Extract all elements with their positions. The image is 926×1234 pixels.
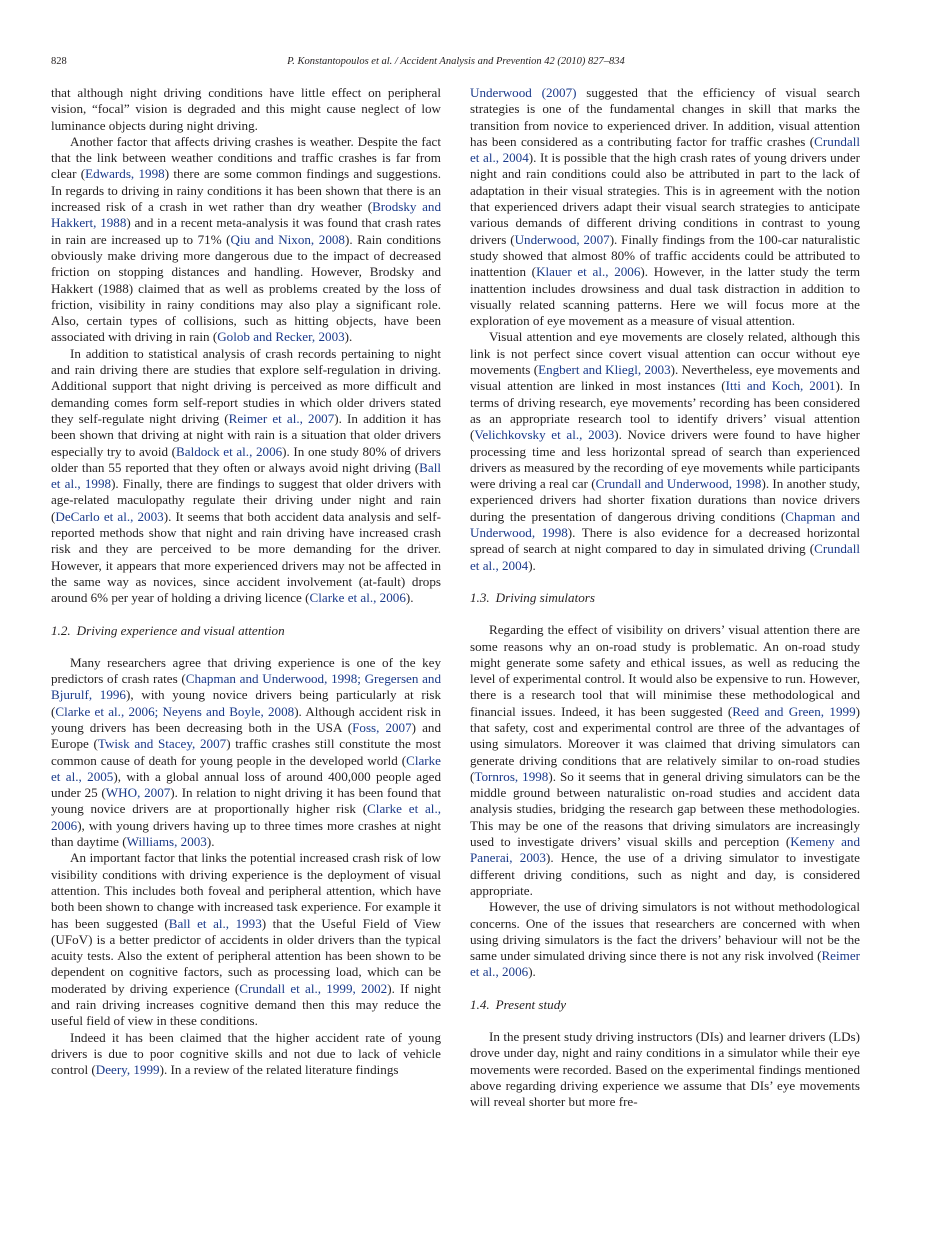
citation-link[interactable]: Ball et al., 1998	[51, 459, 441, 492]
citation-link[interactable]: Ball et al., 1993	[168, 915, 262, 931]
citation-link[interactable]: Clarke et al., 2006	[51, 801, 441, 833]
body-text: ). In a review of the related literature findings	[159, 1062, 399, 1078]
citation-link[interactable]: Chapman and Underwood, 1998	[470, 508, 860, 541]
citation-link[interactable]: Edwards, 1998	[85, 166, 165, 182]
citation-link[interactable]: Klauer et al., 2006	[536, 264, 641, 280]
body-text: Another factor that affects driving crashes is weather. Despite the fact that the link between weather conditions and traffic crashes is far from clear (	[51, 133, 441, 182]
body-text: ). In one study 80% of drivers older than 55 reported that they often or always avoid night driving (	[51, 443, 441, 475]
citation-link[interactable]: Itti and Koch, 2001	[725, 378, 836, 394]
body-text: Many researchers agree that driving experience is one of the key predictors of crash rates (	[51, 654, 441, 687]
section-number: 1.2.	[51, 622, 71, 638]
section-title: Driving simulators	[495, 589, 595, 605]
body-text: ), with a global annual loss of around 400,000 people aged under 25 (	[51, 768, 442, 801]
body-text: ) and in a recent meta-analysis it was found that crash rates in rain are increased up to 71% (	[51, 215, 442, 247]
citation-link[interactable]: Clarke et al., 2006; Neyens and Boyle, 2008	[55, 703, 295, 719]
citation-link[interactable]: Chapman and Underwood, 1998; Gregersen and Bjurulf, 1996	[51, 671, 442, 703]
body-text: Regarding the effect of visibility on drivers’ visual attention there are some reasons why an on-road study is problematic. An on-road study might generate some safety and ethical issues, as well as reducing the level of experimental control. It would also be expensive to run. However, there is a research tool that will minimise these methodological and financial issues. Indeed, it has been suggested (	[470, 622, 860, 719]
section-heading	[470, 997, 860, 1013]
body-text: ) there are some common findings and suggestions. In regards to driving in rainy conditions it has been shown that there is an increased risk of a crash in wet rather than dry weather (	[51, 166, 442, 215]
body-text: ). If night and rain driving increases cognitive demand then this may reduce the useful field of view in these conditions.	[51, 980, 442, 1029]
citation-link[interactable]: Baldock et al., 2006	[176, 443, 283, 459]
body-text: ). In addition it has been shown that driving at night with rain is a situation that older drivers especially try to avoid (	[51, 410, 441, 459]
citation-link[interactable]: Kemeny and Panerai, 2003	[470, 834, 860, 866]
body-text: ).	[405, 590, 414, 606]
body-text: ). However, in the latter study the term inattention includes drowsiness and dual task distraction in addition to visually related scanning patterns. Here we will focus more at the exploration of eye movement as a measure of visual attention.	[470, 264, 861, 329]
section-heading	[470, 590, 860, 606]
paragraph	[51, 850, 441, 1029]
body-text: An important factor that links the potential increased crash risk of low visibility conditions with driving experience is the deployment of visual attention. This includes both foveal and peripheral attention, which have both been shown to change with increased task experience. For example it has been suggested (	[51, 850, 441, 931]
body-text: Indeed it has been claimed that the higher accident rate of young drivers is due to poor cognitive skills and not due to lack of vehicle control (	[51, 1029, 441, 1078]
body-text: ) traffic crashes still constitute the most common cause of death for young people in the developed world (	[51, 736, 442, 768]
citation-link[interactable]: Crundall et al., 2004	[470, 133, 860, 166]
citation-link[interactable]: Twisk and Stacey, 2007	[97, 736, 227, 752]
left-column	[51, 85, 441, 1079]
body-text: In the present study driving instructors (DIs) and learner drivers (LDs) drove under day, night and rainy conditions in a simulator while their eye movements were recorded. Based on the experimental findings mentioned above regarding driving experience we assume that DIs’ eye movements will reveal shorter but more fre-	[470, 1029, 860, 1110]
paragraph	[470, 329, 860, 573]
body-text: ). It seems that both accident data analysis and self-reported methods show that night and rain driving have increased crash risk and they are perceived to be more demanding for the driver. However, it appears that more experienced drivers may not be affected in the same way as novices, since accident involvement (at-fault) drops around 6% per year of holding a driving licence (	[51, 508, 441, 606]
citation-link[interactable]: Crundall and Underwood, 1998	[595, 476, 762, 492]
citation-link[interactable]: Clarke et al., 2006	[309, 590, 406, 606]
body-text: ).	[528, 557, 536, 573]
citation-link[interactable]: Velichkovsky et al., 2003	[474, 427, 615, 443]
paragraph	[51, 346, 441, 607]
citation-link[interactable]: Williams, 2003	[126, 834, 207, 850]
citation-link[interactable]: Golob and Recker, 2003	[217, 329, 345, 345]
body-text: ). Rain conditions obviously make driving more dangerous due to the impact of decreased friction on stopping distances and handling. However, Brodsky and Hakkert (1988) claimed that as well as problems created by the loss of friction, visibility in rainy conditions may also play a significant role. Also, certain types of collisions, such as hitting objects, have been associated with driving in rain (	[51, 231, 442, 345]
citation-link[interactable]: Crundall et al., 1999, 2002	[239, 980, 388, 996]
body-text: ). In relation to night driving it has been found that young novice drivers are at proportionally higher risk (	[51, 785, 441, 817]
section-title: Driving experience and visual attention	[76, 622, 285, 638]
body-text: In addition to statistical analysis of crash records pertaining to night and rain driving there are studies that explore self-regulation in driving. Additional support that night driving is perceived as more difficult and demanding comes form self-report studies in which older drivers stated they self-regulate night driving (	[51, 345, 441, 426]
right-column	[470, 85, 860, 1111]
citation-link[interactable]: Reimer et al., 2006	[470, 948, 860, 980]
body-text: ). Although accident risk in young drivers has been decreasing both in the USA (	[51, 703, 441, 735]
paragraph	[470, 899, 860, 980]
body-text: ). Finally findings from the 100-car naturalistic study showed that almost 80% of traffic accidents could be attributed to inattention (	[470, 231, 860, 280]
body-text: ).	[528, 964, 536, 980]
body-text: However, the use of driving simulators is not without methodological concerns. One of the issues that researchers are concerned with when using driving simulators is the fact the drivers’ behaviour will not be the same under simulated driving since there is not any risk involved (	[470, 899, 860, 964]
body-text: ). There is also evidence for a decreased horizontal spread of search at night compared to day in simulated driving (	[470, 525, 860, 557]
body-text: ). In another study, experienced drivers had shorter fixation durations than novice drivers during the presentation of dangerous driving conditions (	[470, 476, 860, 524]
citation-link[interactable]: Underwood (2007)	[470, 85, 577, 100]
body-text: ) that the Useful Field of View (UFoV) is a better predictor of accidents in older drivers than the typical acuity tests. Also the extent of peripheral attention has been shown to be dependent on cognitive factors, such as processing load, which can be moderated by driving experience (	[51, 915, 441, 996]
paragraph	[470, 622, 860, 899]
citation-link[interactable]: Foss, 2007	[352, 719, 412, 735]
body-text: ) that safety, cost and experimental control are three of the advantages of using simulators. Moreover it was claimed that driving simulators can generate driving conditions that are relatively similar to on-road studies (	[470, 703, 860, 784]
page-header	[51, 56, 861, 70]
citation-link[interactable]: Tornros, 1998	[474, 768, 549, 784]
citation-link[interactable]: Deery, 1999	[95, 1062, 160, 1078]
body-text: ). Nevertheless, eye movements and visual attention are linked in most instances (	[470, 362, 860, 394]
citation-link[interactable]: WHO, 2007	[105, 785, 171, 801]
citation-link[interactable]: Reed and Green, 1999	[732, 703, 856, 719]
body-text: suggested that the efficiency of visual search strategies is one of the fundamental changes in skill that marks the transition from novice to experienced driver. In addition, visual attention has been considered as a contributing factor for traffic crashes (	[470, 85, 861, 149]
citation-link[interactable]: DeCarlo et al., 2003	[55, 508, 164, 524]
citation-link[interactable]: Crundall et al., 2004	[470, 541, 860, 573]
citation-link[interactable]: Engbert and Kliegl, 2003	[538, 362, 671, 378]
body-text: ). Hence, the use of a driving simulator to investigate different driving conditions, such as night and day, is considered appropriate.	[470, 850, 860, 898]
body-text: ). It is possible that the high crash rates of young drivers under night and rain conditions could also be attributed in part to the lack of adaptation in their visual strategies. This is in agreement with the notion that experienced drivers adapt their visual search strategies to anticipate various demands of different driving conditions in contrast to young drivers (	[470, 150, 860, 247]
body-text: ), with young drivers having up to three times more crashes at night than daytime (	[51, 817, 441, 850]
body-text: that although night driving conditions have little effect on peripheral vision, “focal” vision is degraded and this might cause neglect of low luminance objects during night driving.	[51, 85, 441, 133]
body-text: ).	[206, 834, 215, 850]
paragraph	[51, 655, 441, 851]
body-text: Visual attention and eye movements are closely related, although this link is not perfect since covert visual attention can occur without eye movements (	[470, 329, 860, 378]
section-number: 1.4.	[470, 996, 490, 1012]
section-heading	[51, 623, 441, 639]
citation-link[interactable]: Underwood, 2007	[514, 231, 610, 247]
body-text: ).	[344, 329, 353, 345]
paragraph	[51, 134, 441, 346]
body-text: ), with young novice drivers being particularly at risk (	[51, 687, 441, 719]
citation-link[interactable]: Brodsky and Hakkert, 1988	[51, 199, 442, 231]
citation-link[interactable]: Reimer et al., 2007	[228, 410, 335, 426]
paragraph	[51, 1030, 441, 1079]
body-text: ). Novice drivers were found to have higher processing time and less horizontal spread of search than experienced drivers as measured by the recording of eye movements while participants were driving a real car (	[470, 427, 861, 492]
paragraph	[51, 85, 441, 134]
page-number: 828	[51, 56, 67, 67]
running-title: P. Konstantopoulos et al. / Accident Analysis and Prevention 42 (2010) 827–834	[287, 56, 625, 67]
body-text: ). Finally, there are findings to suggest that older drivers with age-related maculopathy regulate their driving under night and rain (	[51, 476, 442, 524]
paragraph	[470, 85, 860, 329]
body-text: ). In terms of driving research, eye movements’ recording has been considered as an appropriate research tool to identify drivers’ visual attention (	[470, 378, 860, 443]
section-title: Present study	[495, 996, 567, 1012]
citation-link[interactable]: Qiu and Nixon, 2008	[230, 231, 345, 247]
body-text: ) and Europe (	[51, 719, 441, 752]
section-number: 1.3.	[470, 589, 490, 605]
body-text: ). So it seems that in general driving simulators can be the middle ground between naturalistic on-road studies and accident data analysis studies, bridging the research gap between these methodologies. This may be one of the reasons that driving simulators are increasingly used to investigate drivers’ visual skills and perception (	[470, 768, 861, 850]
citation-link[interactable]: Clarke et al., 2005	[51, 752, 441, 784]
paragraph	[470, 1029, 860, 1110]
